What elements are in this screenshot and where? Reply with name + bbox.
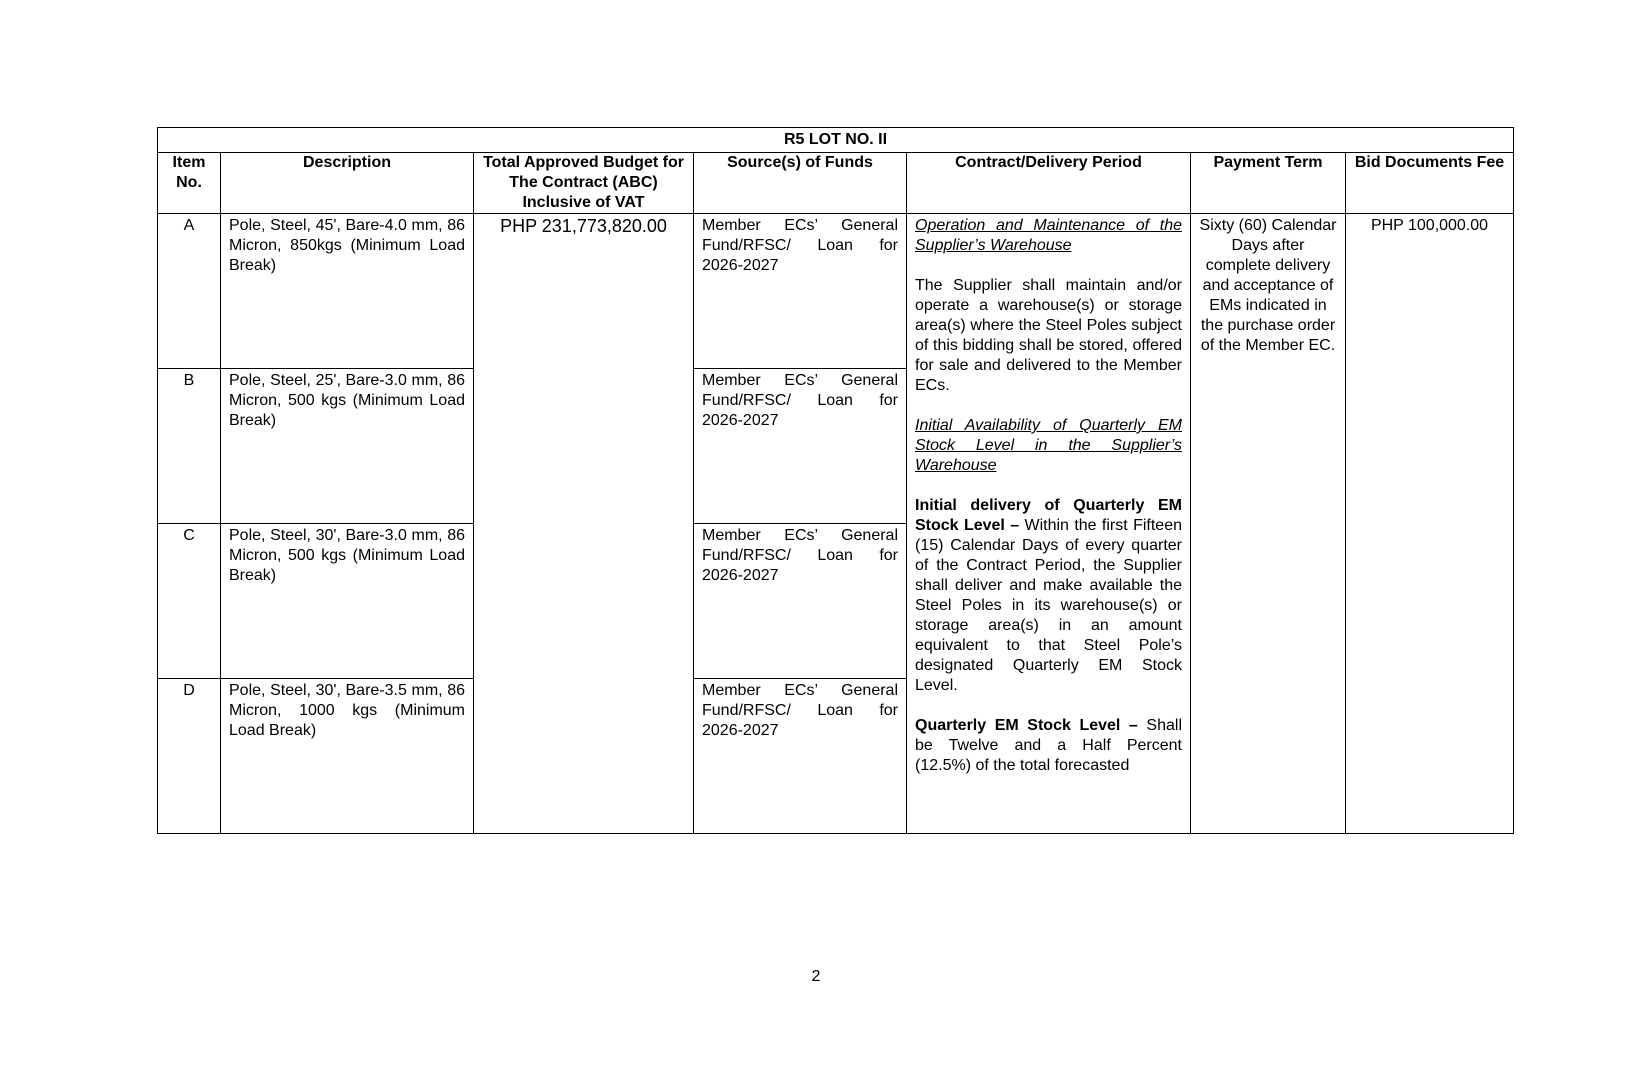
- header-description: Description: [221, 153, 474, 214]
- bid-fee-value: PHP 100,000.00: [1346, 214, 1514, 834]
- header-abc: Total Approved Budget for The Contract (ABC) Inclusive of VAT: [474, 153, 694, 214]
- item-no: C: [158, 524, 221, 679]
- item-description: Pole, Steel, 30', Bare-3.0 mm, 86 Micron, 500 kgs (Minimum Load Break): [221, 524, 474, 679]
- item-source-of-funds: Member ECs’ General Fund/RFSC/ Loan for 2026-2027: [694, 679, 907, 834]
- payment-term: Sixty (60) Calendar Days after complete delivery and acceptance of EMs indicated in the purchase order of the Member EC.: [1191, 214, 1346, 834]
- period-paragraph-stock-level: [915, 716, 1182, 776]
- header-source-of-funds: Source(s) of Funds: [694, 153, 907, 214]
- item-no: A: [158, 214, 221, 369]
- item-no: B: [158, 369, 221, 524]
- item-description: Pole, Steel, 45', Bare-4.0 mm, 86 Micron, 850kgs (Minimum Load Break): [221, 214, 474, 369]
- item-no: D: [158, 679, 221, 834]
- period-paragraph-initial-delivery: [915, 496, 1182, 696]
- item-source-of-funds: Member ECs’ General Fund/RFSC/ Loan for 2026-2027: [694, 214, 907, 369]
- stock-level-text: Shall be Twelve and a Half Percent (12.5%) of the total forecasted: [915, 717, 1182, 774]
- item-description: Pole, Steel, 25', Bare-3.0 mm, 86 Micron, 500 kgs (Minimum Load Break): [221, 369, 474, 524]
- term-stock-level: Quarterly EM Stock Level –: [915, 717, 1138, 734]
- abc-value: PHP 231,773,820.00: [474, 214, 694, 834]
- period-heading-initial-availability: Initial Availability of Quarterly EM Stock Level in the Supplier’s Warehouse: [915, 417, 1182, 474]
- item-source-of-funds: Member ECs’ General Fund/RFSC/ Loan for 2026-2027: [694, 524, 907, 679]
- item-source-of-funds: Member ECs’ General Fund/RFSC/ Loan for 2026-2027: [694, 369, 907, 524]
- lot-table: [157, 127, 1514, 834]
- page-number: 2: [811, 968, 821, 985]
- term-initial-delivery: Initial delivery of Quarterly EM Stock Level –: [915, 497, 1182, 534]
- period-paragraph-warehouse: The Supplier shall maintain and/or operate a warehouse(s) or storage area(s) where the Steel Poles subject of this bidding shall be stored, offered for sale and delivered to the Member ECs.: [915, 277, 1182, 394]
- header-bid-fee: Bid Documents Fee: [1346, 153, 1514, 214]
- header-payment-term: Payment Term: [1191, 153, 1346, 214]
- item-description: Pole, Steel, 30', Bare-3.5 mm, 86 Micron, 1000 kgs (Minimum Load Break): [221, 679, 474, 834]
- table-row: [158, 214, 1514, 369]
- header-delivery-period: Contract/Delivery Period: [907, 153, 1191, 214]
- period-heading-warehouse: Operation and Maintenance of the Supplier’s Warehouse: [915, 217, 1182, 254]
- header-item-no: Item No.: [158, 153, 221, 214]
- lot-title: R5 LOT NO. II: [158, 128, 1514, 153]
- delivery-period-cell: [907, 214, 1191, 834]
- initial-delivery-text: Within the first Fifteen (15) Calendar Days of every quarter of the Contract Period, the Supplier shall deliver and make available the Steel Poles in its warehouse(s) or storage area(s) in an amount equivalent to that Steel Pole’s designated Quarterly EM Stock Level.: [915, 517, 1182, 694]
